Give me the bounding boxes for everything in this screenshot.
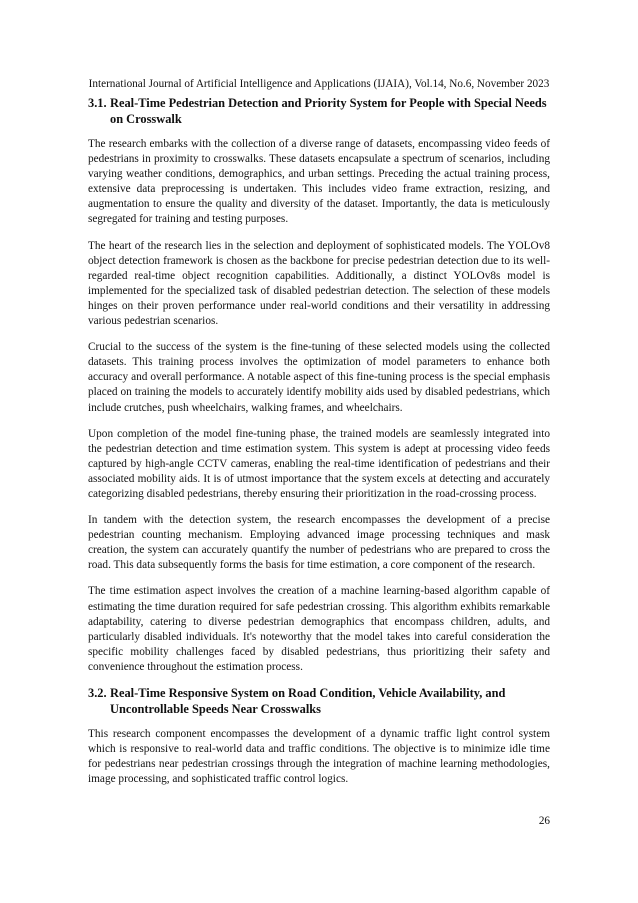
section-title: Real-Time Responsive System on Road Condition, Vehicle Availability, and Uncontrollable Speeds Near Crosswalks xyxy=(110,686,506,716)
section-title: Real-Time Pedestrian Detection and Priority System for People with Special Needs on Crosswalk xyxy=(110,96,547,126)
paragraph: This research component encompasses the development of a dynamic traffic light control system which is responsive to real-world data and traffic conditions. The objective is to minimize idle time for pedestrians near pedestrian crossings through the integration of machine learning methodologies, image processing, and sophisticated traffic control logics. xyxy=(88,728,550,786)
section-number: 3.2. xyxy=(88,686,107,700)
running-header: International Journal of Artificial Intelligence and Applications (IJAIA), Vol.14, No.6, November 2023 xyxy=(88,78,550,90)
paragraph: The heart of the research lies in the selection and deployment of sophisticated models. The YOLOv8 object detection framework is chosen as the backbone for precise pedestrian detection due to its well-regarded real-time object recognition capabilities. Additionally, a distinct YOLOv8s model is implemented for the specialized task of disabled pedestrian detection. The selection of these models hinges on their proven performance under real-world conditions and their versatility in addressing various pedestrian scenarios. xyxy=(88,239,550,328)
page-number: 26 xyxy=(538,815,550,827)
paragraph: The time estimation aspect involves the creation of a machine learning-based algorithm capable of estimating the time duration required for safe pedestrian crossing. This algorithm exhibits remarkable adaptability, catering to diverse pedestrian demographics that encompass children, adults, and particularly disabled individuals. It's noteworthy that the model takes into careful consideration the specific mobility challenges faced by disabled pedestrians, thus prioritizing their safety and convenience throughout the estimation process. xyxy=(88,585,550,673)
section-heading-3-1 xyxy=(88,96,550,127)
paragraph: In tandem with the detection system, the research encompasses the development of a precise pedestrian counting mechanism. Employing advanced image processing techniques and mask creation, the system can accurately quantify the number of pedestrians who are prepared to cross the road. This data subsequently forms the basis for time estimation, a core component of the research. xyxy=(88,514,550,572)
paragraph: Upon completion of the model fine-tuning phase, the trained models are seamlessly integrated into the pedestrian detection and time estimation system. This system is adept at processing video feeds captured by high-angle CCTV cameras, enabling the real-time identification of pedestrians and their associated mobility aids. It is of utmost importance that the system excels at detecting and accurately categorizing disabled pedestrians, thereby ensuring their prioritization in the road-crossing process. xyxy=(88,427,550,500)
page-body xyxy=(88,96,550,787)
section-heading-3-2 xyxy=(88,686,550,717)
paragraph: Crucial to the success of the system is the fine-tuning of these selected models using the collected datasets. This training process involves the optimization of model parameters to enhance both accuracy and overall performance. A notable aspect of this fine-tuning process is the special emphasis placed on training the models to accurately identify mobility aids used by disabled pedestrians, which include crutches, push wheelchairs, walking frames, and wheelchairs. xyxy=(88,341,550,414)
section-number: 3.1. xyxy=(88,96,107,110)
paragraph: The research embarks with the collection of a diverse range of datasets, encompassing video feeds of pedestrians in proximity to crosswalks. These datasets encapsulate a spectrum of scenarios, including varying weather conditions, demographics, and urban settings. Preceding the actual training process, extensive data preprocessing is undertaken. This includes video frame extraction, resizing, and augmentation to ensure the quality and diversity of the dataset. Importantly, the data is meticulously segregated for training and testing purposes. xyxy=(88,138,550,226)
